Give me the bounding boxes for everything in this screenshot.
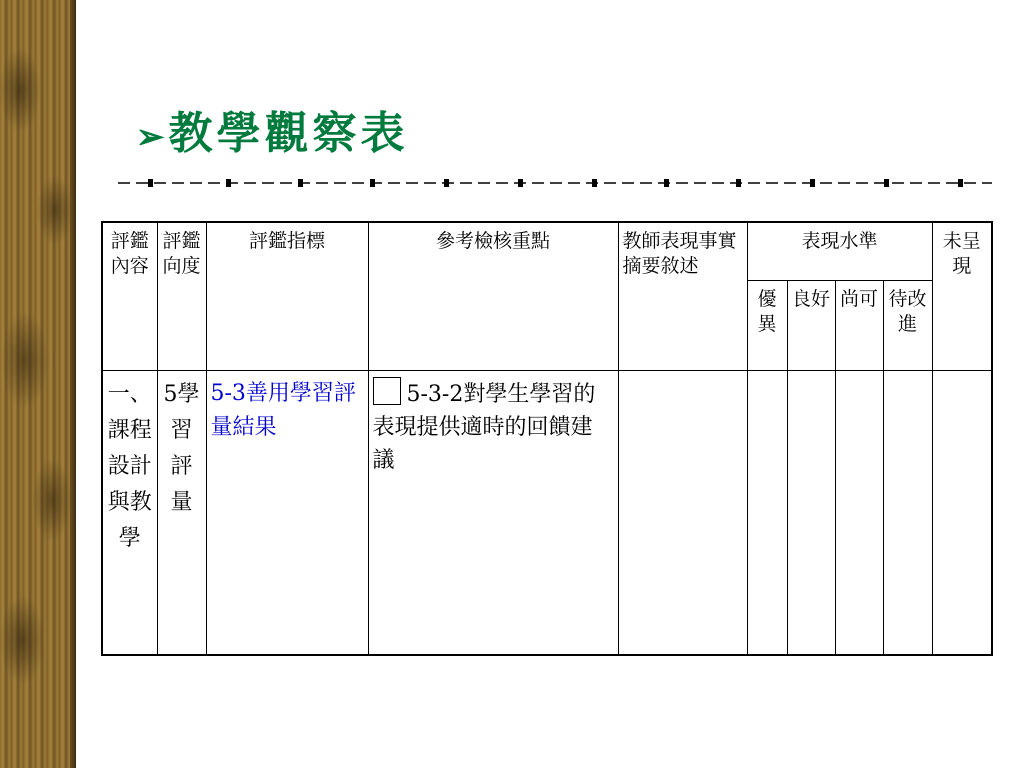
header-checkpoint: 參考檢核重點 [368,222,618,371]
header-level-needs-improvement: 待改進 [883,280,932,370]
cell-level-good[interactable] [787,371,835,655]
table-row [102,371,992,655]
slide-title-text: 教學觀察表 [168,108,409,159]
checkpoint-text: 5-3-2對學生學習的表現提供適時的回饋建議 [372,382,596,474]
header-performance-level: 表現水準 [747,222,932,280]
cell-not-shown[interactable] [932,371,992,655]
header-content: 評鑑內容 [102,222,157,371]
cell-teacher-facts[interactable] [618,371,747,655]
cell-level-excellent[interactable] [747,371,787,655]
dashed-divider [118,176,992,190]
observation-table [101,221,993,656]
header-level-fair: 尚可 [835,280,883,370]
header-level-good: 良好 [787,280,835,370]
header-indicator: 評鑑指標 [206,222,368,371]
arrow-bullet-icon: ➢ [136,117,165,157]
cell-dimension: 5學習評量 [157,371,206,655]
checkpoint-checkbox[interactable] [373,377,401,405]
header-level-excellent: 優異 [747,280,787,370]
wood-texture-sidebar [0,0,76,768]
header-dimension: 評鑑向度 [157,222,206,371]
cell-checkpoint [368,371,618,655]
cell-indicator: 5-3善用學習評量結果 [206,371,368,655]
header-teacher-facts: 教師表現事實摘要敘述 [618,222,747,371]
cell-content: 一、課程設計與教學 [102,371,157,655]
cell-level-fair[interactable] [835,371,883,655]
header-not-shown: 未呈現 [932,222,992,371]
slide-title [136,104,409,167]
sidebar-edge [70,0,76,768]
cell-level-needs-improvement[interactable] [883,371,932,655]
